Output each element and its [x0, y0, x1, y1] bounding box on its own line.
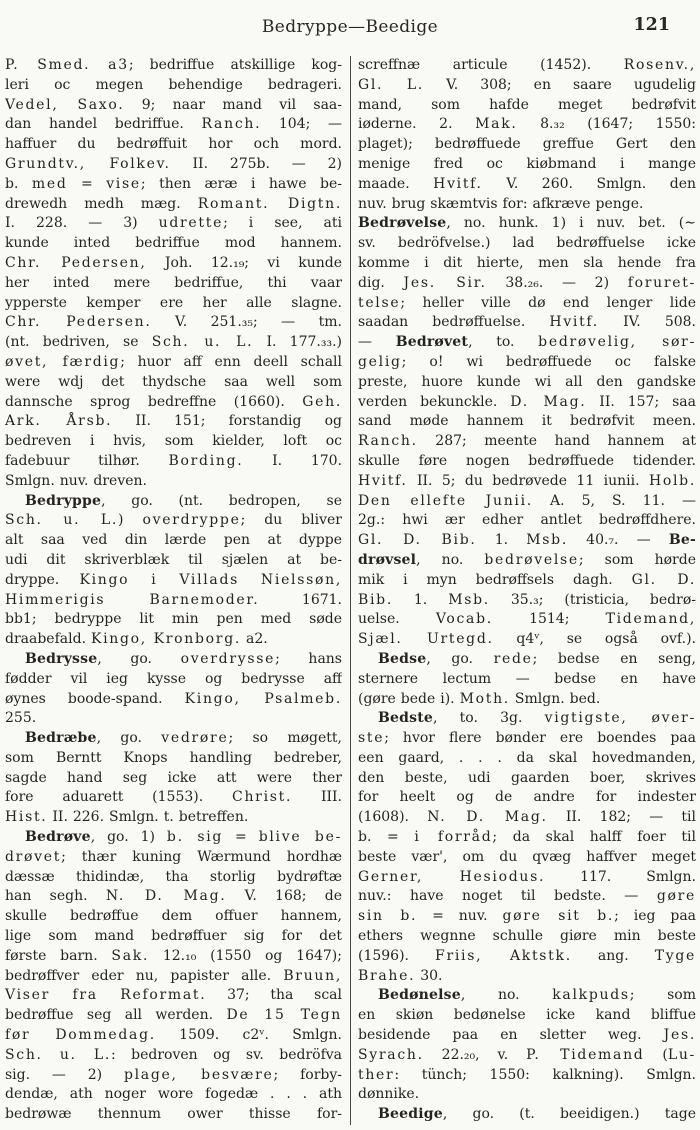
text-line: Bedrysse, go. overdrysse; hans	[25, 650, 342, 667]
text-line: uelse. Vocab. 1514; Tidemand,	[358, 611, 696, 628]
text-line: Hvitf. II. 5; du bedrøvede 11 iunii. Holb.	[358, 472, 696, 489]
text-line: bb1; bedryppe lit min pen med søde	[5, 611, 342, 628]
text-line: kunde inted bedriffue mod hannem.	[5, 235, 342, 252]
text-line: preste, huore kunde wi all den gandske	[358, 373, 696, 390]
text-line: Bedste, to. 3g. vigtigste, øver-	[378, 710, 696, 727]
text-line: bedrøffver eder nu, papister alle. Bruun,	[5, 967, 342, 984]
text-line: Brahe. 30.	[358, 967, 443, 984]
text-line: ste; hvor flere bønder ere boendes paa	[358, 730, 696, 747]
text-line: Viser fra Reformat. 37; tha scal	[5, 987, 342, 1004]
column-divider-rule	[350, 56, 351, 1125]
text-line: I. 228. — 3) udrette; i see, ati	[5, 215, 342, 232]
text-line: en skiøn bedønelse icke kand bliffue	[358, 1007, 696, 1024]
text-line: bedrøwæ thennum ower thisse for-	[5, 1106, 342, 1123]
text-line: Beedige, go. (t. beeidigen.) tage	[378, 1106, 696, 1123]
text-line: Smlgn. nuv. dreven.	[5, 472, 148, 489]
text-line: Bib. 1. Msb. 35.₃; (tristicia, bedrø-	[358, 591, 696, 608]
text-line: (1596). Friis, Aktstk. ang. Tyge	[358, 947, 696, 964]
text-line: Hist. II. 226. Smlgn. t. betreffen.	[5, 809, 249, 826]
left-column	[5, 56, 342, 1125]
text-line: sv. bedröfvelse.) lad bedrøffuelse icke	[358, 235, 696, 252]
text-line: iøderne. 2. Mak. 8.₃₂ (1647; 1550:	[358, 116, 696, 133]
text-line: Syrach. 22.₂₀, v. P. Tidemand (Lu-	[358, 1046, 696, 1063]
text-line: som Berntt Knops handling bedreber,	[5, 749, 342, 766]
text-line: Himmerigis Barnemoder. 1671.	[5, 591, 342, 608]
text-line: leri oc megen behendige bedrageri.	[5, 76, 342, 93]
text-line: gelig; o! wi bedrøffuede oc falske	[358, 353, 696, 370]
text-line: beste vær', om du qvæg haffver meget	[358, 848, 696, 865]
text-line: første barn. Sak. 12.₁₀ (1550 og 1647);	[5, 947, 342, 964]
text-line: Bedse, go. rede; bedse en seng,	[378, 650, 696, 667]
text-line: 255.	[5, 710, 37, 727]
text-line: Sch. u. L.) overdryppe; du bliver	[5, 512, 342, 529]
text-line: menige fred oc kiøbmand i mange	[358, 155, 696, 172]
text-line: skulle føre nogen bedrøffuede tidender.	[358, 452, 696, 469]
text-line: dig. Jes. Sir. 38.₂₆. — 2) foruret-	[358, 274, 696, 291]
text-line: dendæ, ath noger wore fogedæ . . . ath	[5, 1086, 342, 1103]
text-line: dæssæ thidindæ, tha storlig bydrøftæ	[5, 868, 342, 885]
text-line: verden bekunckle. D. Mag. II. 157; saa	[358, 393, 696, 410]
text-line: P. Smed. a3; bedriffue atskillige kog-	[5, 57, 342, 73]
text-line: Sch. u. L.: bedroven og sv. bedröfva	[5, 1046, 342, 1063]
text-line: saadan bedrøffuelse. Hvitf. IV. 508.	[358, 314, 696, 331]
text-line: fadebuur tilhør. Bording. I. 170.	[5, 452, 342, 469]
text-line: Chr. Pedersen, Joh. 12.₁₉; vi kunde	[5, 254, 342, 271]
text-line: Bedrøvelse, no. hunk. 1) i nuv. bet. (∼	[358, 215, 696, 232]
text-line: een gaard, . . . da skal hovedmanden,	[358, 749, 696, 766]
text-line: udi dit skriverblæk til sjælen at be-	[5, 551, 342, 568]
text-line: øvet, færdig; huor aff enn deell schall	[5, 353, 342, 370]
text-line: sig. — 2) plage, besvære; forby-	[5, 1066, 342, 1083]
text-line: Gl. L. V. 308; en saare ugudelig	[358, 76, 696, 93]
text-line: Gerner, Hesiodus. 117. Smlgn.	[358, 868, 696, 885]
text-line: mand, som hafde meget bedrøfvit	[358, 96, 696, 113]
text-line: Gl. D. Bib. 1. Msb. 40.₇. — Be-	[358, 532, 696, 549]
text-line: skulle bedrøffue dem offuer hannem,	[5, 908, 342, 925]
text-line: (nt. bedriven, se Sch. u. L. I. 177.₃₃.)	[5, 334, 342, 351]
text-line: alt saa ved din lærde pen at dyppe	[5, 532, 342, 549]
right-column	[358, 56, 696, 1125]
text-line: were wdj det thydsche saa well som	[5, 373, 342, 390]
text-line: lige som mand bedrøffuer sig for det	[5, 928, 342, 945]
text-line: sand møde hannem it bedrøfvit meen.	[358, 413, 696, 430]
text-line: før Dommedag. 1509. c2ᵛ. Smlgn.	[5, 1027, 342, 1044]
text-line: Bedræbe, go. vedrøre; so møgett,	[25, 730, 342, 747]
text-line: Ark. Årsb. II. 151; forstandig og	[5, 413, 342, 430]
text-line: her inted mere bedriffue, thi vaar	[5, 274, 342, 291]
text-line: Bedrøve, go. 1) b. sig = blive be-	[25, 829, 342, 846]
text-line: mik i myn bedrøffsels dagh. Gl. D.	[358, 571, 696, 588]
text-line: sin b. = nuv. gøre sit b.; ieg paa	[358, 908, 696, 925]
text-line: Den ellefte Junii. A. 5, S. 11. —	[358, 492, 696, 509]
text-line: Ranch. 287; meente hand hannem at	[358, 433, 696, 450]
text-line: plaget); bedrøffuede greffue Gert den	[358, 136, 696, 153]
text-line: screffnæ articule (1452). Rosenv.,	[358, 57, 696, 73]
text-line: fore aduarett (1553). Christ. III.	[5, 789, 342, 806]
text-line: han segh. N. D. Mag. V. 168; de	[5, 888, 342, 905]
text-line: sternere lectum — bedse en have	[358, 670, 696, 687]
page-number: 121	[633, 15, 670, 35]
text-line: (1608). N. D. Mag. II. 182; — til	[358, 809, 696, 826]
text-line: haffuer du bedrøffuit hor och mord.	[5, 136, 342, 153]
text-line: dønnike.	[358, 1086, 420, 1103]
text-line: fødder vil ieg kysse og bedrysse aff	[5, 670, 342, 687]
text-line: drøvet; thær kuning Wærmund hordhæ	[5, 848, 342, 865]
text-line: maade. Hvitf. V. 260. Smlgn. den	[358, 175, 696, 192]
text-line: Vedel, Saxo. 9; naar mand vil saa-	[5, 96, 342, 113]
text-line: Sjæl. Urtegd. q4ᵛ, se også ovf.).	[358, 631, 696, 648]
text-line: dannsche sprog bedreffne (1660). Geh.	[5, 393, 342, 410]
text-line: b. med = vise; then æræ i hawe be-	[5, 175, 342, 192]
text-line: — Bedrøvet, to. bedrøvelig, sør-	[358, 334, 696, 351]
text-line: Grundtv., Folkev. II. 275b. — 2)	[5, 155, 342, 172]
text-line: Bedønelse, no. kalkpuds; som	[378, 987, 696, 1004]
text-line: Bedryppe, go. (nt. bedropen, se	[25, 492, 342, 509]
text-line: drøvsel, no. bedrøvelse; som hørde	[358, 551, 696, 568]
text-line: dryppe. Kingo i Villads Nielssøn,	[5, 571, 342, 588]
running-title: Bedryppe—Beedige	[261, 17, 439, 37]
text-line: dan handel bedriffue. Ranch. 104; —	[5, 116, 342, 133]
text-line: ther: tünch; 1550: kalkning). Smlgn.	[358, 1066, 696, 1083]
text-line: ethers wegnne schulle giøre min beste	[358, 928, 696, 945]
text-line: øynes boode-spand. Kingo, Psalmeb.	[5, 690, 342, 707]
text-line: drewedh medh mæg. Romant. Digtn.	[5, 195, 342, 212]
text-line: (gøre bede i). Moth. Smlgn. bed.	[358, 690, 601, 707]
text-line: b. = i forråd; da skal halff foer til	[358, 829, 696, 846]
text-line: besidende paa en sletter weg. Jes.	[358, 1027, 696, 1044]
text-line: bedrøffue seg all werden. De 15 Tegn	[5, 1007, 342, 1024]
text-line: ypperste kemper ere her alle slagne.	[5, 294, 342, 311]
text-line: sagde hand seg icke att were ther	[5, 769, 342, 786]
text-line: komme i dit hierte, men sla hende fra	[358, 254, 696, 271]
text-line: 2g.: hwi ær edher antlet bedrøffdhere.	[358, 512, 696, 529]
text-line: for heelt og de andre for indester	[358, 789, 696, 806]
text-line: telse; heller ville dø end lenger lide	[358, 294, 696, 311]
text-line: bedreven i hvis, som kielder, loft oc	[5, 433, 342, 450]
text-line: nuv. brug skæmtvis for: afkræve penge.	[358, 195, 644, 212]
text-line: nuv.: have noget til bedste. — gøre	[358, 888, 696, 905]
text-line: draabefald. Kingo, Kronborg. a2.	[5, 631, 268, 648]
text-line: den beste, udi gaarden boer, skrives	[358, 769, 696, 786]
text-line: Chr. Pedersen. V. 251.₃₅; — tm.	[5, 314, 342, 331]
text-columns	[5, 56, 696, 1125]
